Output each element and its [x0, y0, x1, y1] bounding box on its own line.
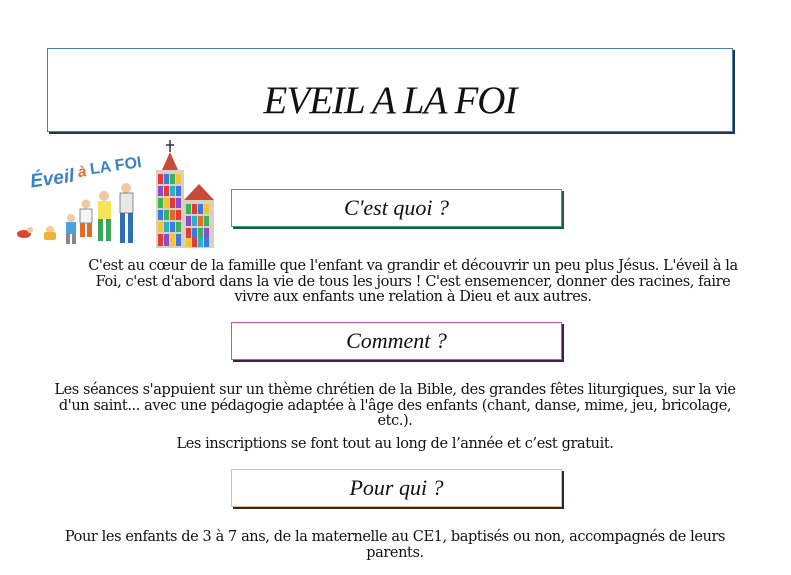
church-illustration	[156, 140, 214, 248]
logo-word-eveil: Éveil	[28, 165, 76, 193]
logo-word-a: à	[76, 163, 88, 182]
section-paragraph-comment: Les séances s'appuient sur un thème chrétien de la Bible, des grandes fêtes liturgiques, sur la vie d'un saint... avec une pédagogie adaptée à l'âge des enfants (chant, danse, mime, jeu, bricolage, etc.).	[54, 382, 736, 429]
section-heading-text: Pour qui ?	[349, 475, 444, 500]
section-paragraph-pour-qui: Pour les enfants de 3 à 7 ans, de la maternelle au CE1, baptisés ou non, accompagnés de leurs parents.	[64, 529, 726, 561]
section-heading-text: C'est quoi ?	[344, 195, 449, 220]
section-heading-text: Comment ?	[346, 328, 447, 353]
section-heading-cest-quoi	[231, 189, 562, 227]
section-paragraph-cest-quoi: C'est au cœur de la famille que l'enfant va grandir et découvrir un peu plus Jésus. L'éveil à la Foi, c'est d'abord dans la vie de tous les jours ! C'est ensemencer, donner des racines, faire vivre aux enfants une relation à Dieu et aux autres.	[88, 258, 738, 305]
section-paragraph-inscriptions: Les inscriptions se font tout au long de l’année et c’est gratuit.	[176, 436, 614, 452]
logo-word-lafoi: LA FOI	[88, 154, 143, 179]
page-title: EVEIL A LA FOI	[263, 79, 517, 122]
title-box	[47, 48, 733, 132]
children-figures	[17, 183, 133, 244]
eveil-a-la-foi-logo	[16, 140, 216, 248]
section-heading-comment	[231, 322, 562, 360]
section-heading-pour-qui	[231, 469, 562, 507]
